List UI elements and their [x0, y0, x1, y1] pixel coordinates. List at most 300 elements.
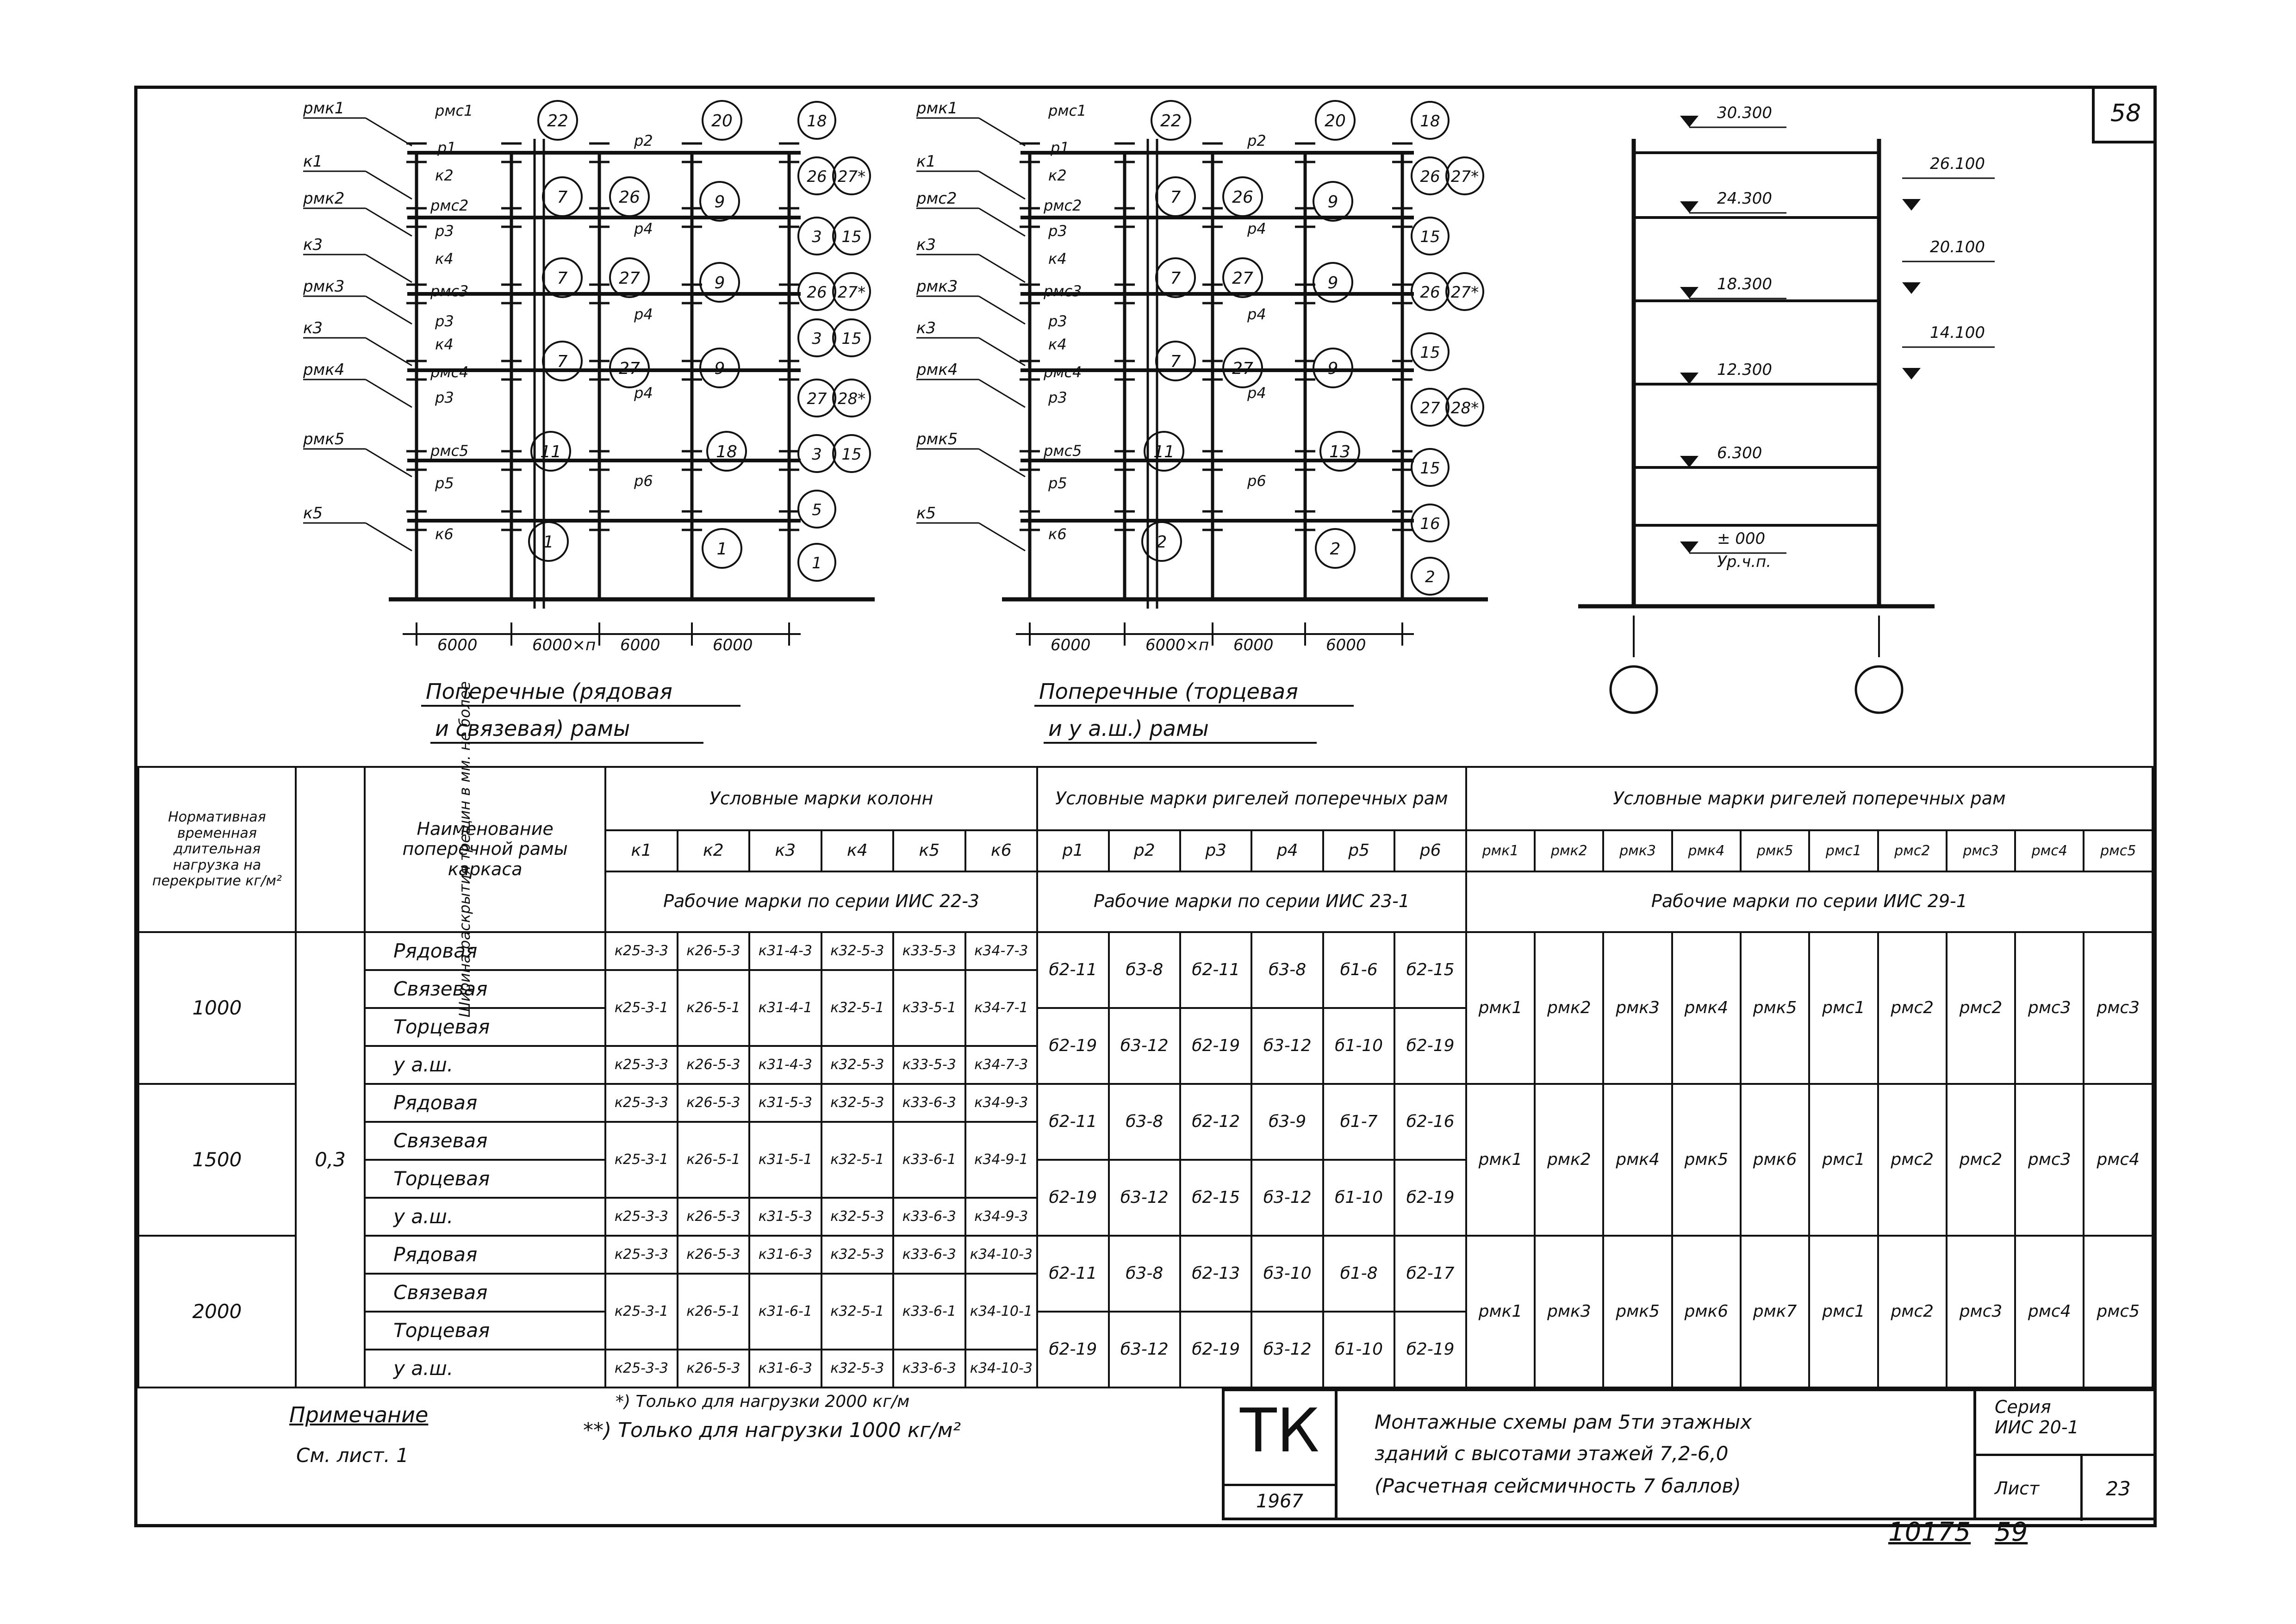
col-mark: к1 [605, 830, 677, 871]
frame-work-mark: рмк6 [1741, 1084, 1809, 1236]
callout-number: 11 [540, 442, 561, 461]
callout-number: 15 [841, 330, 862, 348]
archive-stamp: 10175 [1888, 1517, 1971, 1547]
frame-work-mark: рмк4 [1603, 1084, 1672, 1236]
dimension-label: 6000 [713, 636, 753, 654]
callout-number: 1 [716, 540, 728, 559]
beam-work-mark: б3-9 [1251, 1084, 1323, 1160]
tk-logo: ТК [1240, 1395, 1319, 1466]
level-label: 6.300 [1717, 444, 1762, 462]
dimension-label: 6000 [437, 636, 478, 654]
column-mark: к25-3-3 [605, 1236, 677, 1274]
load-value: 1500 [138, 1084, 296, 1236]
callout-number: 27* [1450, 283, 1479, 302]
column-mark: к32-5-3 [821, 1046, 893, 1084]
beam-work-mark: б2-11 [1037, 1236, 1108, 1312]
left-label: рмк5 [916, 430, 958, 448]
frame-work-mark: рмк2 [1535, 932, 1603, 1084]
beam-label: р4 [634, 384, 653, 402]
frame-work-mark: рмс1 [1809, 932, 1878, 1084]
beam-work-mark: б3-8 [1251, 932, 1323, 1008]
level-label: ± 000 [1717, 529, 1766, 548]
leader-line [366, 296, 412, 324]
note-text: См. лист. 1 [296, 1444, 409, 1467]
beam-work-mark: б3-8 [1109, 1236, 1180, 1312]
callout-number: 27 [1232, 269, 1253, 288]
leader-line [979, 449, 1025, 477]
callout-number: 28* [837, 390, 866, 408]
callout-number: 26 [807, 283, 827, 302]
callout-number: 15 [1420, 343, 1440, 362]
callout-number: 9 [714, 274, 725, 292]
frame-mark: рмк1 [1466, 830, 1535, 871]
callout-number: 7 [1170, 188, 1181, 207]
header-columns: Условные марки колонн [605, 767, 1037, 830]
beam-label: р4 [1247, 384, 1266, 402]
leader-line [366, 380, 412, 407]
inner-label: рмс2 [1044, 197, 1082, 214]
column-mark: к34-9-3 [965, 1198, 1038, 1236]
frame-caption-2: и связевая) рамы [435, 716, 630, 741]
footnote-2: **) Только для нагрузки 1000 кг/м² [583, 1419, 961, 1442]
inner-label: р3 [1048, 389, 1067, 406]
callout-number: 7 [557, 352, 568, 371]
callout-number: 2 [1425, 568, 1435, 586]
level-label: 24.300 [1717, 189, 1772, 208]
inner-label: рмс1 [435, 102, 473, 119]
inner-label: р5 [1048, 474, 1067, 492]
col-mark: к6 [965, 830, 1038, 871]
dimension-label: 6000 [620, 636, 660, 654]
left-label: к3 [916, 319, 936, 337]
inner-label: р3 [435, 312, 454, 330]
column-mark: к32-5-3 [821, 1350, 893, 1388]
frame-type: Связевая [365, 970, 605, 1008]
inner-label: к4 [435, 336, 454, 353]
frame-work-mark: рмк1 [1466, 1084, 1535, 1236]
frame-type: Рядовая [365, 932, 605, 970]
inner-label: р3 [435, 389, 454, 406]
callout-number: 2 [1330, 540, 1341, 559]
frame-work-mark: рмс4 [2084, 1084, 2153, 1236]
frame-type: Рядовая [365, 1084, 605, 1122]
frame-caption-1: Поперечные (рядовая [426, 679, 672, 704]
beam-work-mark: б2-19 [1037, 1160, 1108, 1236]
left-label: к3 [303, 319, 323, 337]
beam-work-mark: б3-12 [1109, 1312, 1180, 1388]
callout-number: 22 [547, 112, 568, 131]
frame-work-mark: рмс2 [1878, 1084, 1947, 1236]
level-marker [1902, 282, 1921, 294]
inner-label: р5 [435, 474, 454, 492]
beam-work-mark: б2-11 [1180, 932, 1251, 1008]
callout-number: 22 [1160, 112, 1182, 131]
column-mark: к31-5-3 [749, 1084, 821, 1122]
frame-mark: рмк5 [1741, 830, 1809, 871]
inner-label: р1 [437, 139, 456, 156]
frame-mark: рмк2 [1535, 830, 1603, 871]
beam-work-mark: б1-7 [1323, 1084, 1394, 1160]
level-marker [1680, 456, 1699, 467]
leader-line [979, 118, 1025, 146]
list-number: 23 [2106, 1477, 2131, 1500]
leader-line [979, 338, 1025, 366]
left-label: к5 [916, 504, 936, 523]
column-mark: к34-10-3 [965, 1236, 1038, 1274]
frame-work-mark: рмк4 [1672, 932, 1741, 1084]
sheet-title-box [1338, 1388, 1976, 1520]
level-marker [1680, 541, 1699, 553]
beam-work-mark: б3-10 [1251, 1236, 1323, 1312]
beam-work-mark: б2-15 [1180, 1160, 1251, 1236]
crack-width: 0,3 [296, 932, 365, 1388]
header-frame-name: Наименование поперечной рамы каркаса [365, 767, 605, 932]
callout-number: 9 [1327, 274, 1338, 292]
beam-work-mark: б2-11 [1037, 932, 1108, 1008]
callout-number: 15 [841, 228, 862, 246]
column-mark: к33-5-3 [893, 1046, 965, 1084]
inner-label: к4 [1048, 336, 1067, 353]
level-label: 26.100 [1930, 155, 1985, 173]
inner-label: рмс3 [430, 282, 469, 300]
frame-type: у а.ш. [365, 1046, 605, 1084]
frame-type: Торцевая [365, 1008, 605, 1046]
series-value: ИИС 20-1 [1995, 1417, 2079, 1437]
beam-label: р4 [1247, 220, 1266, 237]
callout-number: 20 [1325, 112, 1346, 131]
col-mark: к4 [821, 830, 893, 871]
leader-line [366, 338, 412, 366]
left-label: рмк4 [916, 361, 958, 379]
callout-number: 9 [1327, 359, 1338, 378]
frame-type: Рядовая [365, 1236, 605, 1274]
column-mark: к31-4-3 [749, 1046, 821, 1084]
dimension-label: 6000×п [532, 636, 596, 654]
leader-line [979, 523, 1025, 551]
leader-line [366, 449, 412, 477]
frame-mark: рмс4 [2015, 830, 2084, 871]
callout-number: 13 [1329, 442, 1350, 461]
beam-work-mark: б2-19 [1180, 1008, 1251, 1084]
header-beams: Условные марки ригелей поперечных рам [1037, 767, 1466, 830]
beam-label: р2 [634, 132, 653, 149]
callout-number: 7 [1170, 269, 1181, 288]
callout-number: 20 [711, 112, 733, 131]
callout-number: 26 [1232, 188, 1253, 207]
leader-line [366, 208, 412, 236]
callout-number: 27 [619, 269, 640, 288]
col-mark: к2 [678, 830, 749, 871]
frame-mark: рмс3 [1947, 830, 2015, 871]
beam-work-mark: б3-8 [1109, 1084, 1180, 1160]
beam-work-mark: б2-19 [1394, 1008, 1466, 1084]
foundation-circle [1856, 666, 1902, 713]
dimension-label: 6000 [1051, 636, 1091, 654]
callout-number: 11 [1153, 442, 1175, 461]
beam-work-mark: б2-19 [1180, 1312, 1251, 1388]
frame-mark: рмс2 [1878, 830, 1947, 871]
column-mark: к32-5-1 [821, 1122, 893, 1198]
footnote-1: *) Только для нагрузки 2000 кг/м [616, 1392, 910, 1411]
frame-work-mark: рмс2 [1947, 1084, 2015, 1236]
beam-label: р4 [634, 220, 653, 237]
column-mark: к33-6-3 [893, 1084, 965, 1122]
level-marker [1680, 201, 1699, 213]
inner-label: р3 [1048, 222, 1067, 240]
frame-diagram-left [303, 99, 875, 743]
column-mark: к25-3-1 [605, 1122, 677, 1198]
left-label: рмк2 [303, 189, 345, 208]
callout-number: 15 [1420, 459, 1440, 478]
column-mark: к32-5-3 [821, 1084, 893, 1122]
dimension-label: 6000×п [1145, 636, 1209, 654]
beam-work-mark: б3-8 [1109, 932, 1180, 1008]
callout-number: 15 [841, 445, 862, 464]
frame-type: Связевая [365, 1122, 605, 1160]
work-marks-frames: Рабочие марки по серии ИИС 29-1 [1466, 871, 2153, 932]
callout-number: 3 [812, 445, 822, 464]
level-marker [1680, 116, 1699, 127]
column-mark: к31-5-1 [749, 1122, 821, 1198]
callout-number: 27* [837, 283, 866, 302]
sheet-corner-number: 58 [2092, 86, 2157, 143]
callout-number: 18 [1420, 112, 1440, 131]
level-marker [1680, 373, 1699, 384]
foundation-circle [1611, 666, 1657, 713]
frame-drawings [0, 0, 2296, 764]
inner-label: р3 [435, 222, 454, 240]
leader-line [979, 255, 1025, 282]
callout-number: 27 [1420, 399, 1440, 417]
column-mark: к34-7-3 [965, 932, 1038, 970]
left-label: к1 [916, 152, 936, 171]
left-label: рмк1 [303, 99, 345, 118]
level-label: 20.100 [1930, 238, 1985, 256]
beam-mark: р5 [1323, 830, 1394, 871]
callout-number: 26 [807, 168, 827, 186]
frame-caption-1: Поперечные (торцевая [1039, 679, 1298, 704]
beam-work-mark: б3-12 [1251, 1160, 1323, 1236]
dimension-label: 6000 [1326, 636, 1366, 654]
header-load: Нормативная временная длительная нагрузка на перекрытие кг/м² [138, 767, 296, 932]
series-box [1976, 1388, 2157, 1520]
inner-label: рмс5 [1044, 442, 1082, 460]
leader-line [366, 118, 412, 146]
beam-work-mark: б3-12 [1109, 1160, 1180, 1236]
beam-work-mark: б1-8 [1323, 1236, 1394, 1312]
inner-label: к2 [1048, 167, 1067, 184]
frame-work-mark: рмк2 [1535, 1084, 1603, 1236]
frame-caption-2: и у а.ш.) рамы [1048, 716, 1209, 741]
beam-work-mark: б2-19 [1037, 1312, 1108, 1388]
callout-number: 27 [619, 359, 640, 378]
column-mark: к25-3-1 [605, 1274, 677, 1350]
column-mark: к26-5-3 [678, 1350, 749, 1388]
beam-work-mark: б2-13 [1180, 1236, 1251, 1312]
beam-work-mark: б2-19 [1037, 1008, 1108, 1084]
callout-number: 5 [812, 501, 822, 519]
leader-line [366, 171, 412, 199]
frame-work-mark: рмк6 [1672, 1236, 1741, 1388]
callout-number: 27* [1450, 168, 1479, 186]
column-mark: к32-5-1 [821, 1274, 893, 1350]
frame-work-mark: рмс3 [2084, 932, 2153, 1084]
left-label: рмк3 [916, 277, 958, 296]
column-mark: к32-5-3 [821, 1236, 893, 1274]
beam-work-mark: б2-12 [1180, 1084, 1251, 1160]
frame-mark: рмк3 [1603, 830, 1672, 871]
inner-label: рмс4 [430, 363, 469, 381]
callout-number: 9 [714, 193, 725, 212]
frame-work-mark: рмк5 [1741, 932, 1809, 1084]
column-mark: к25-3-1 [605, 970, 677, 1046]
level-label: Ур.ч.п. [1717, 553, 1772, 571]
column-mark: к26-5-3 [678, 1084, 749, 1122]
beam-label: р6 [634, 472, 653, 490]
column-mark: к32-5-3 [821, 1198, 893, 1236]
beam-mark: р6 [1394, 830, 1466, 871]
column-mark: к33-6-3 [893, 1198, 965, 1236]
frame-mark: рмс1 [1809, 830, 1878, 871]
frame-work-mark: рмс2 [1878, 1236, 1947, 1388]
column-mark: к25-3-3 [605, 1046, 677, 1084]
beam-work-mark: б2-11 [1037, 1084, 1108, 1160]
frame-type: у а.ш. [365, 1198, 605, 1236]
header-frames: Условные марки ригелей поперечных рам [1466, 767, 2153, 830]
beam-work-mark: б2-17 [1394, 1236, 1466, 1312]
frame-work-mark: рмс3 [2015, 1084, 2084, 1236]
callout-number: 18 [807, 112, 827, 131]
callout-number: 7 [557, 269, 568, 288]
work-marks-columns: Рабочие марки по серии ИИС 22-3 [605, 871, 1037, 932]
column-mark: к26-5-3 [678, 1198, 749, 1236]
frame-work-mark: рмс2 [1878, 932, 1947, 1084]
column-mark: к34-7-3 [965, 1046, 1038, 1084]
beam-mark: р4 [1251, 830, 1323, 871]
callout-number: 26 [1420, 168, 1440, 186]
frame-mark: рмк4 [1672, 830, 1741, 871]
header-crack: Ширина раскрытия трещин в мм. не более [296, 767, 365, 932]
frame-work-mark: рмк5 [1603, 1236, 1672, 1388]
frame-work-mark: рмк1 [1466, 1236, 1535, 1388]
col-mark: к5 [893, 830, 965, 871]
column-mark: к31-4-1 [749, 970, 821, 1046]
beam-work-mark: б1-6 [1323, 932, 1394, 1008]
column-mark: к31-5-3 [749, 1198, 821, 1236]
archive-page: 59 [1995, 1517, 2028, 1547]
beam-work-mark: б2-15 [1394, 932, 1466, 1008]
frame-work-mark: рмс2 [1947, 932, 2015, 1084]
inner-label: к4 [1048, 250, 1067, 268]
column-mark: к25-3-3 [605, 1198, 677, 1236]
level-label: 30.300 [1717, 104, 1772, 122]
callout-number: 2 [1156, 533, 1167, 552]
level-label: 18.300 [1717, 275, 1772, 293]
callout-number: 9 [714, 359, 725, 378]
inner-label: рмс1 [1048, 102, 1087, 119]
column-mark: к26-5-1 [678, 1122, 749, 1198]
column-mark: к26-5-3 [678, 1236, 749, 1274]
callout-number: 9 [1327, 193, 1338, 212]
inner-label: рмс3 [1044, 282, 1082, 300]
leader-line [979, 380, 1025, 407]
series-cell [1976, 1391, 2154, 1456]
level-marker [1902, 368, 1921, 380]
callout-number: 28* [1450, 399, 1479, 417]
callout-number: 3 [812, 330, 822, 348]
column-mark: к31-6-3 [749, 1236, 821, 1274]
column-mark: к33-5-3 [893, 932, 965, 970]
callout-number: 1 [543, 533, 554, 552]
frame-work-mark: рмк3 [1535, 1236, 1603, 1388]
beam-mark: р2 [1109, 830, 1180, 871]
left-label: рмк5 [303, 430, 345, 448]
leader-line [366, 523, 412, 551]
callout-number: 7 [557, 188, 568, 207]
beam-work-mark: б2-16 [1394, 1084, 1466, 1160]
callout-number: 1 [812, 554, 822, 572]
beam-label: р2 [1247, 132, 1266, 149]
beam-label: р4 [1247, 305, 1266, 323]
frame-type: Торцевая [365, 1312, 605, 1350]
column-mark: к31-6-3 [749, 1350, 821, 1388]
inner-label: р3 [1048, 312, 1067, 330]
column-mark: к25-3-3 [605, 1350, 677, 1388]
frame-work-mark: рмс4 [2015, 1236, 2084, 1388]
beam-work-mark: б1-10 [1323, 1160, 1394, 1236]
left-label: к5 [303, 504, 323, 523]
frame-work-mark: рмс1 [1809, 1236, 1878, 1388]
column-mark: к25-3-3 [605, 1084, 677, 1122]
work-marks-beams: Рабочие марки по серии ИИС 23-1 [1037, 871, 1466, 932]
inner-label: к6 [1048, 525, 1067, 543]
left-label: рмс2 [916, 189, 957, 208]
frame-work-mark: рмс3 [2015, 932, 2084, 1084]
leader-line [366, 255, 412, 282]
frame-mark: рмс5 [2084, 830, 2153, 871]
title-line-3: (Расчетная сейсмичность 7 баллов) [1375, 1475, 1741, 1497]
frame-work-mark: рмс5 [2084, 1236, 2153, 1388]
beam-mark: р1 [1037, 830, 1108, 871]
column-mark: к26-5-3 [678, 1046, 749, 1084]
column-mark: к33-6-3 [893, 1236, 965, 1274]
callout-number: 27* [837, 168, 866, 186]
frame-work-mark: рмк1 [1466, 932, 1535, 1084]
frame-type: Торцевая [365, 1160, 605, 1198]
callout-number: 15 [1420, 228, 1440, 246]
leader-line [979, 208, 1025, 236]
inner-label: к6 [435, 525, 454, 543]
column-mark: к26-5-1 [678, 1274, 749, 1350]
frame-work-mark: рмк7 [1741, 1236, 1809, 1388]
tk-stamp-box [1222, 1388, 1338, 1520]
column-mark: к31-6-1 [749, 1274, 821, 1350]
load-value: 1000 [138, 932, 296, 1084]
left-label: рмк1 [916, 99, 958, 118]
callout-number: 18 [716, 442, 737, 461]
section-diagram [1578, 104, 1995, 713]
inner-label: рмс2 [430, 197, 469, 214]
inner-label: к4 [435, 250, 454, 268]
left-label: рмк3 [303, 277, 345, 296]
frame-work-mark: рмк5 [1672, 1084, 1741, 1236]
beam-label: р4 [634, 305, 653, 323]
callout-number: 26 [1420, 283, 1440, 302]
level-label: 12.300 [1717, 361, 1772, 379]
left-label: к1 [303, 152, 323, 171]
column-mark: к25-3-3 [605, 932, 677, 970]
column-mark: к34-9-1 [965, 1122, 1038, 1198]
